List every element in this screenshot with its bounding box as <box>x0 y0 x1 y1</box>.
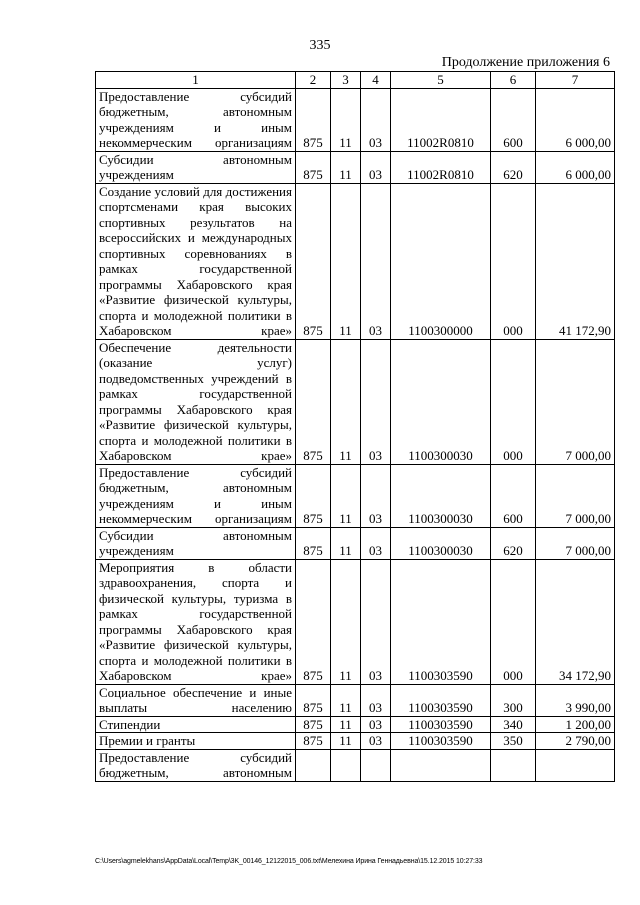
item-name: Стипендии <box>96 716 296 733</box>
table-row <box>96 559 615 684</box>
expense-type-code: 000 <box>491 559 536 684</box>
header-cell: 2 <box>296 72 331 89</box>
target-article-code: 11002R0810 <box>391 88 491 151</box>
amount: 34 172,90 <box>536 559 615 684</box>
expense-type-code: 600 <box>491 88 536 151</box>
subsection-code: 03 <box>361 464 391 527</box>
target-article-code: 1100303590 <box>391 733 491 750</box>
ministry-code: 875 <box>296 716 331 733</box>
subsection-code: 03 <box>361 684 391 716</box>
item-name: Создание условий для достижения спортсменами края высоких спортивных результатов на всероссийских и международных спортивных соревнованиях в рамках государственной программы Хабаровского края «Развитие физической культуры, спорта и молодежной политики в Хабаровском крае» <box>96 183 296 339</box>
section-code: 11 <box>331 733 361 750</box>
subsection-code: 03 <box>361 733 391 750</box>
amount <box>536 749 615 781</box>
ministry-code: 875 <box>296 88 331 151</box>
item-name: Социальное обеспечение и иные выплаты населению <box>96 684 296 716</box>
ministry-code: 875 <box>296 733 331 750</box>
expense-type-code: 350 <box>491 733 536 750</box>
expense-type-code: 300 <box>491 684 536 716</box>
table-row <box>96 684 615 716</box>
section-code: 11 <box>331 716 361 733</box>
budget-table <box>95 71 615 782</box>
table-row <box>96 749 615 781</box>
item-name: Обеспечение деятельности (оказание услуг) подведомственных учреждений в рамках государственной программы Хабаровского края «Развитие физической культуры, спорта и молодежной политики в Хабаровском крае» <box>96 339 296 464</box>
item-name: Предоставление субсидий бюджетным, автономным учреждениям и иным некоммерческим организациям <box>96 464 296 527</box>
subsection-code: 03 <box>361 527 391 559</box>
header-cell: 4 <box>361 72 391 89</box>
section-code: 11 <box>331 464 361 527</box>
table-row <box>96 527 615 559</box>
amount: 1 200,00 <box>536 716 615 733</box>
expense-type-code: 620 <box>491 527 536 559</box>
expense-type-code: 340 <box>491 716 536 733</box>
header-cell: 5 <box>391 72 491 89</box>
expense-type-code: 000 <box>491 183 536 339</box>
target-article-code: 1100303590 <box>391 716 491 733</box>
item-name: Мероприятия в области здравоохранения, спорта и физической культуры, туризма в рамках государственной программы Хабаровского края «Развитие физической культуры, спорта и молодежной политики в Хабаровском крае» <box>96 559 296 684</box>
page-number: 335 <box>309 38 331 53</box>
table-row <box>96 339 615 464</box>
section-code: 11 <box>331 684 361 716</box>
target-article-code: 11002R0810 <box>391 151 491 183</box>
expense-type-code: 000 <box>491 339 536 464</box>
item-name: Субсидии автономным учреждениям <box>96 151 296 183</box>
table-row <box>96 733 615 750</box>
ministry-code: 875 <box>296 339 331 464</box>
subsection-code: 03 <box>361 151 391 183</box>
amount: 7 000,00 <box>536 527 615 559</box>
amount: 6 000,00 <box>536 151 615 183</box>
amount: 3 990,00 <box>536 684 615 716</box>
appendix-continuation-label: Продолжение приложения 6 <box>441 55 610 70</box>
item-name: Предоставление субсидий бюджетным, автономным <box>96 749 296 781</box>
amount: 2 790,00 <box>536 733 615 750</box>
target-article-code: 1100300030 <box>391 339 491 464</box>
expense-type-code: 600 <box>491 464 536 527</box>
ministry-code <box>296 749 331 781</box>
target-article-code: 1100300030 <box>391 464 491 527</box>
target-article-code: 1100303590 <box>391 559 491 684</box>
table-row <box>96 183 615 339</box>
amount: 41 172,90 <box>536 183 615 339</box>
section-code: 11 <box>331 183 361 339</box>
target-article-code: 1100303590 <box>391 684 491 716</box>
file-path-footer: C:\Users\agmelekhans\AppData\Local\Temp\3K_00146_12122015_006.txt\Мелехина Ирина Геннадьевна\15.12.2015 10:27:33 <box>95 858 483 865</box>
header-cell: 3 <box>331 72 361 89</box>
subsection-code: 03 <box>361 339 391 464</box>
table-header-row <box>96 72 615 89</box>
amount: 6 000,00 <box>536 88 615 151</box>
header-cell: 7 <box>536 72 615 89</box>
ministry-code: 875 <box>296 684 331 716</box>
ministry-code: 875 <box>296 151 331 183</box>
target-article-code <box>391 749 491 781</box>
subsection-code: 03 <box>361 716 391 733</box>
section-code: 11 <box>331 339 361 464</box>
subsection-code <box>361 749 391 781</box>
target-article-code: 1100300000 <box>391 183 491 339</box>
section-code <box>331 749 361 781</box>
header-cell: 1 <box>96 72 296 89</box>
target-article-code: 1100300030 <box>391 527 491 559</box>
section-code: 11 <box>331 151 361 183</box>
section-code: 11 <box>331 559 361 684</box>
ministry-code: 875 <box>296 183 331 339</box>
item-name: Предоставление субсидий бюджетным, автономным учреждениям и иным некоммерческим организациям <box>96 88 296 151</box>
subsection-code: 03 <box>361 559 391 684</box>
item-name: Субсидии автономным учреждениям <box>96 527 296 559</box>
amount: 7 000,00 <box>536 339 615 464</box>
ministry-code: 875 <box>296 464 331 527</box>
expense-type-code <box>491 749 536 781</box>
subsection-code: 03 <box>361 88 391 151</box>
section-code: 11 <box>331 527 361 559</box>
expense-type-code: 620 <box>491 151 536 183</box>
header-cell: 6 <box>491 72 536 89</box>
item-name: Премии и гранты <box>96 733 296 750</box>
ministry-code: 875 <box>296 527 331 559</box>
table-row <box>96 716 615 733</box>
table-row <box>96 151 615 183</box>
section-code: 11 <box>331 88 361 151</box>
table-row <box>96 464 615 527</box>
amount: 7 000,00 <box>536 464 615 527</box>
subsection-code: 03 <box>361 183 391 339</box>
ministry-code: 875 <box>296 559 331 684</box>
table-row <box>96 88 615 151</box>
